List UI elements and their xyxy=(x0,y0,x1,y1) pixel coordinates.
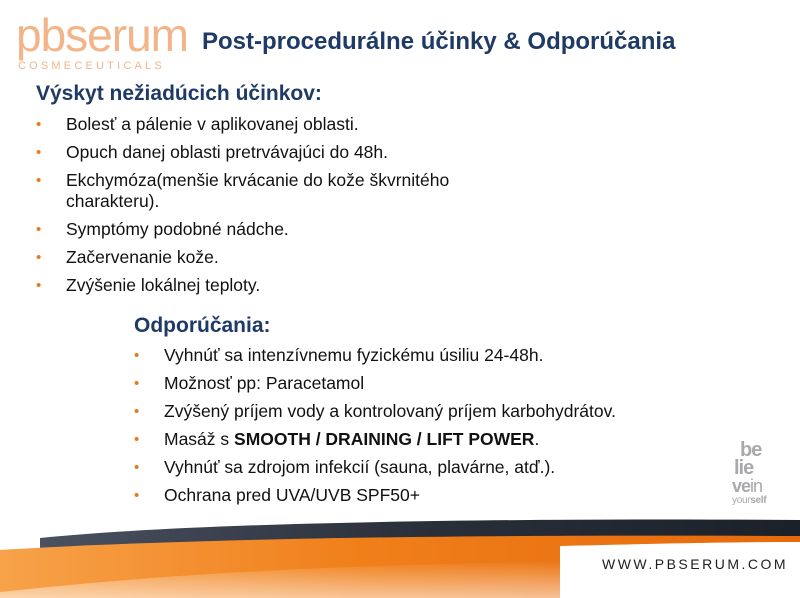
list-item: • Zvýšený príjem vody a kontrolovaný príjem karbohydrátov. xyxy=(134,401,616,421)
logo-wordmark: pbserum xyxy=(16,9,188,61)
list-item: • Vyhnúť sa intenzívnemu fyzickému úsiliu 24-48h. xyxy=(134,345,544,365)
footer-swoosh xyxy=(0,500,800,598)
bullet-icon: • xyxy=(36,277,42,294)
bullet-icon: • xyxy=(134,431,140,448)
bullet-icon: • xyxy=(134,375,140,392)
list-item: • Vyhnúť sa zdrojom infekcií (sauna, plavárne, atď.). xyxy=(134,457,556,477)
recommendations-heading: Odporúčania: xyxy=(134,314,271,337)
massage-products: SMOOTH / DRAINING / LIFT POWER xyxy=(234,429,535,449)
list-item: • Symptómy podobné nádche. xyxy=(36,219,289,239)
list-item: • Možnosť pp: Paracetamol xyxy=(134,373,365,393)
believe-in-yourself-logo: be lie vein yourself xyxy=(732,439,767,506)
list-item: • Bolesť a pálenie v aplikovanej oblasti. xyxy=(36,114,359,134)
bullet-icon: • xyxy=(36,116,42,133)
bullet-icon: • xyxy=(134,347,140,364)
pbserum-logo xyxy=(16,10,192,72)
recommendations-list xyxy=(134,345,754,513)
website-link[interactable]: WWW.PBSERUM.COM xyxy=(602,556,789,572)
slide-title: Post-procedurálne účinky & Odporúčania xyxy=(202,28,676,55)
logo-subtitle: COSMECEUTICALS xyxy=(18,60,165,72)
list-item: • Ekchymóza(menšie krvácanie do kože škvrnitého charakteru). xyxy=(36,170,450,211)
bullet-icon: • xyxy=(134,487,140,504)
list-item: • Ochrana pred UVA/UVB SPF50+ xyxy=(134,485,420,505)
list-item: • Zvýšenie lokálnej teploty. xyxy=(36,275,261,295)
bullet-icon: • xyxy=(36,172,42,189)
bullet-icon: • xyxy=(36,221,42,238)
side-effects-heading: Výskyt nežiadúcich účinkov: xyxy=(36,82,322,105)
list-item: • Začervenanie kože. xyxy=(36,247,219,267)
bullet-icon: • xyxy=(36,144,42,161)
bullet-icon: • xyxy=(134,403,140,420)
bullet-icon: • xyxy=(36,249,42,266)
list-item: • Opuch danej oblasti pretrvávajúci do 48h. xyxy=(36,142,389,162)
bullet-icon: • xyxy=(134,459,140,476)
side-effects-list xyxy=(36,114,596,303)
list-item-massage: • Masáž s SMOOTH / DRAINING / LIFT POWER. xyxy=(134,429,540,449)
